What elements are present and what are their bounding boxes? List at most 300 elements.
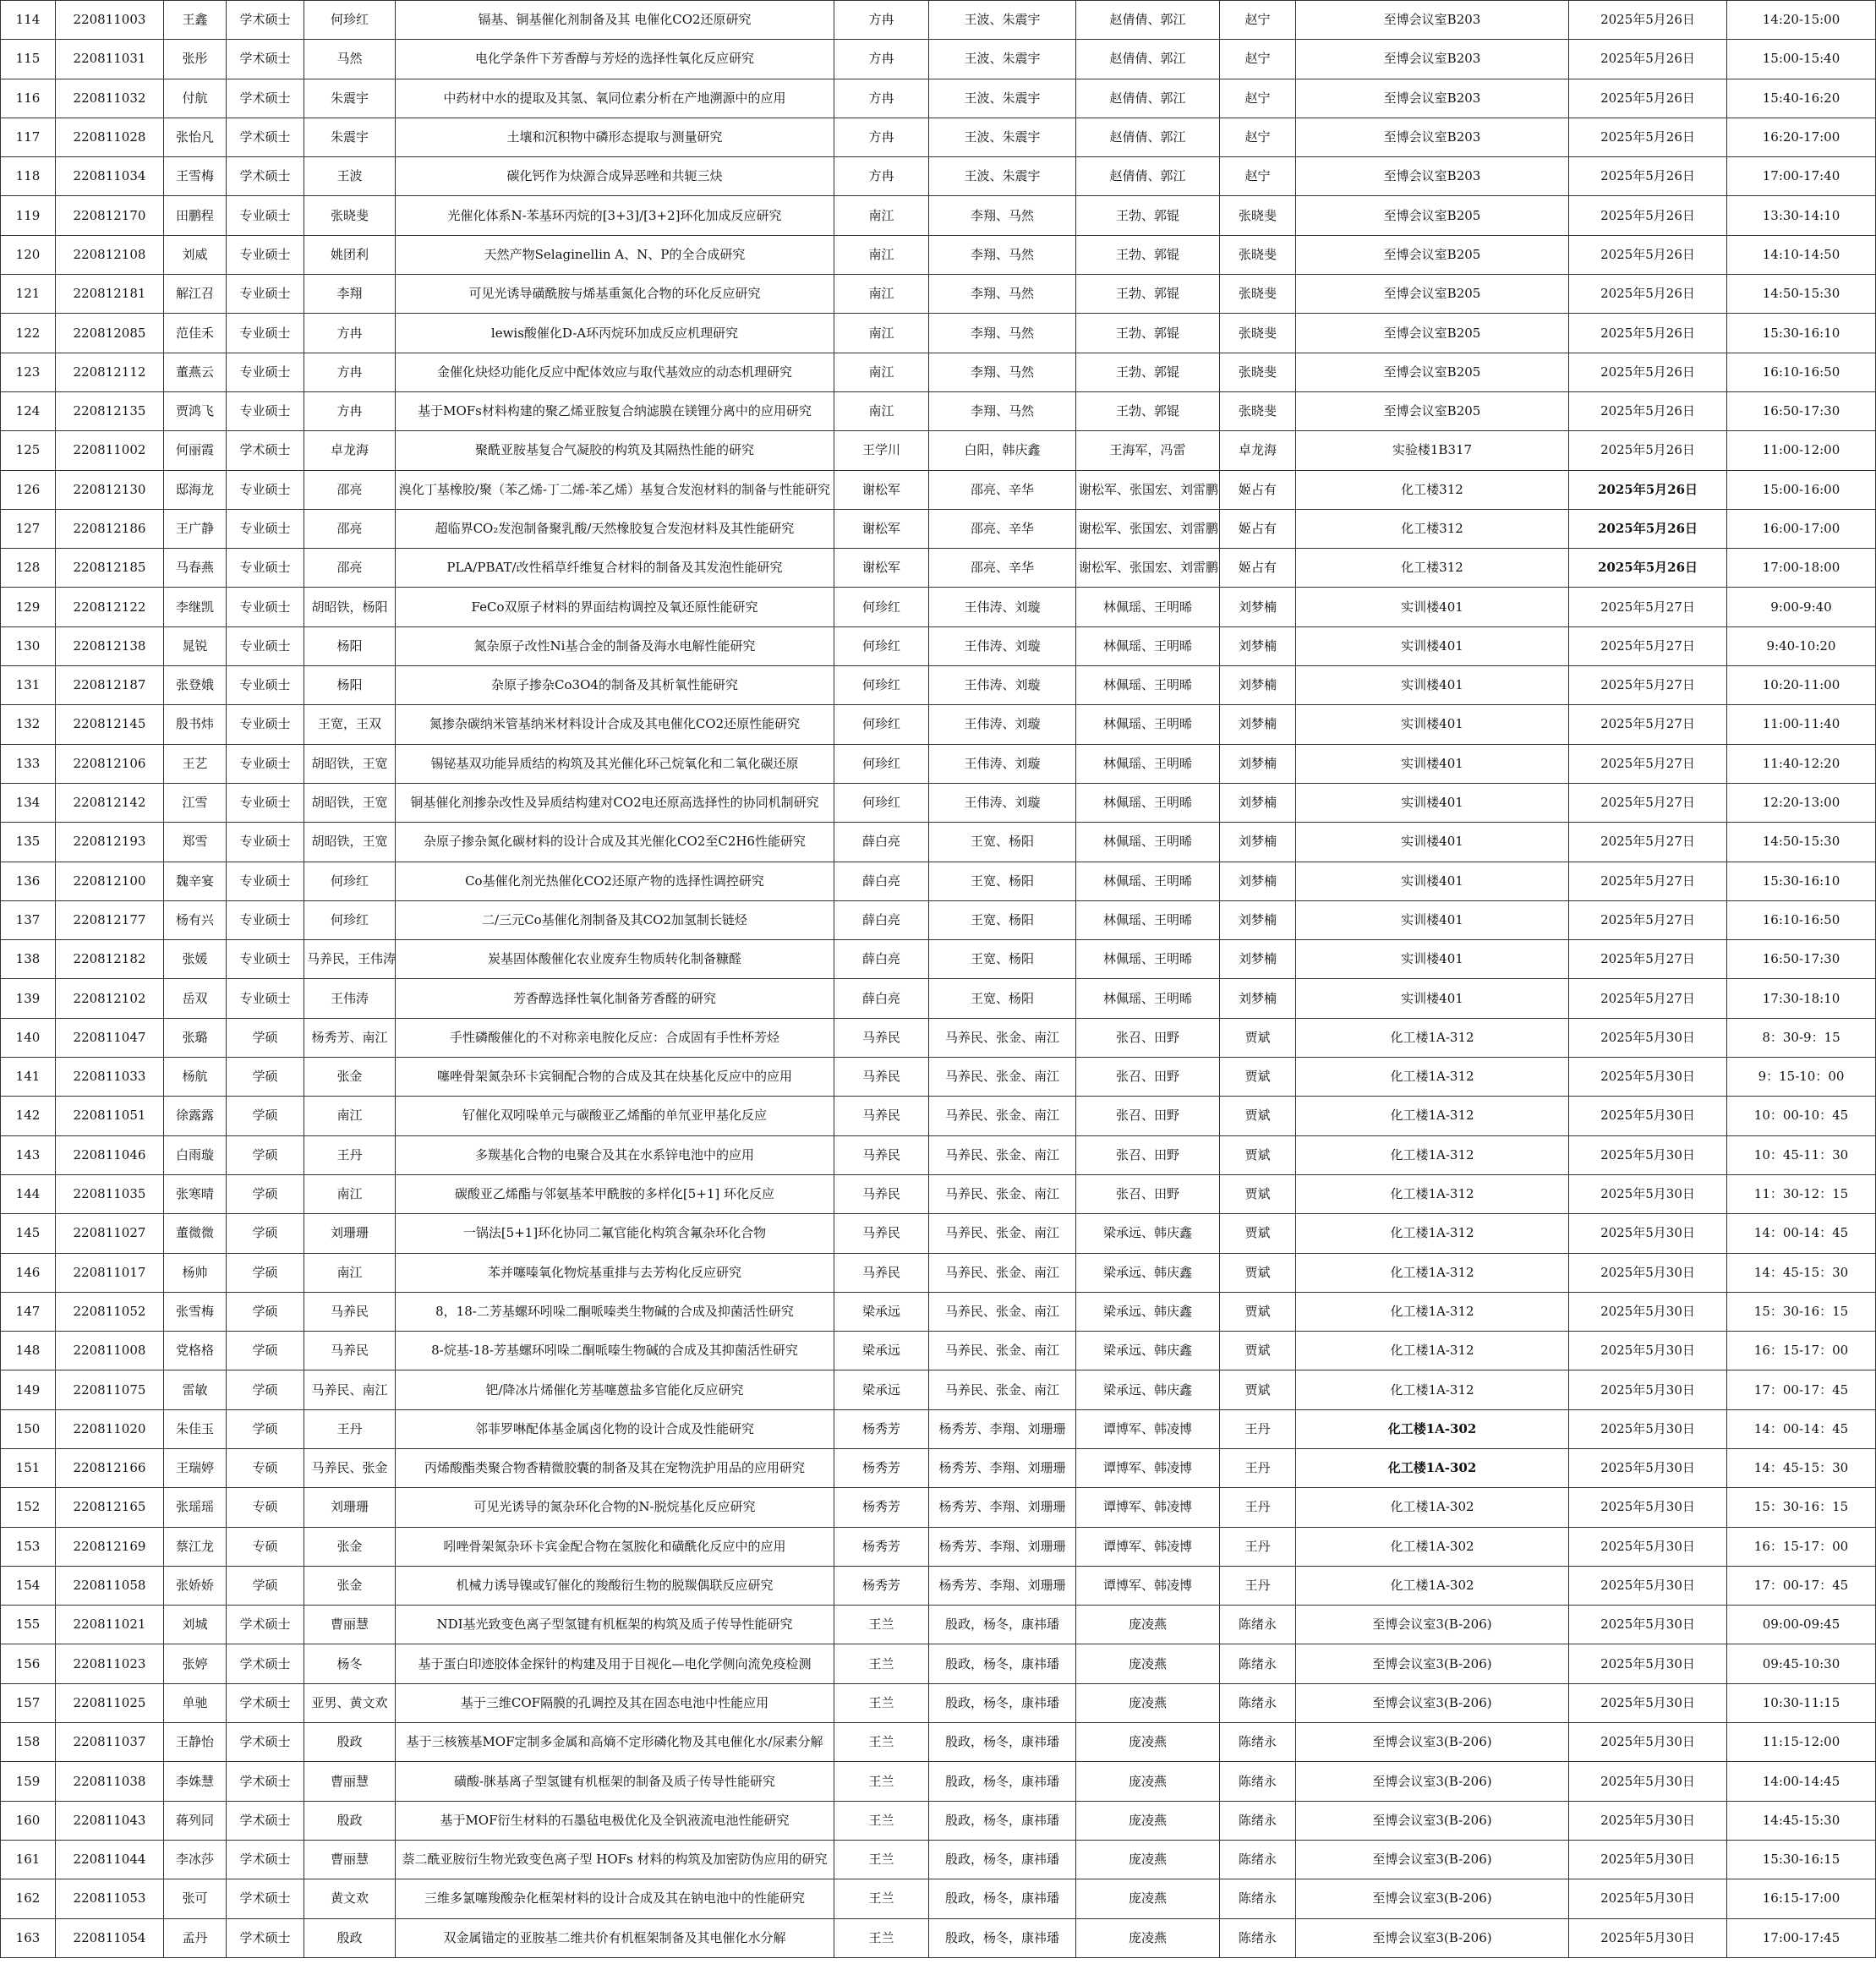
supervisor-cell: 曹丽慧 <box>304 1606 396 1644</box>
time-cell: 15:30-16:10 <box>1727 862 1876 900</box>
student-name-cell: 王鑫 <box>164 1 227 40</box>
time-cell: 17:00-17:45 <box>1727 1918 1876 1957</box>
thesis-title-cell: 吲唑骨架氮杂环卡宾金配合物在氢胺化和磺酰化反应中的应用 <box>396 1527 834 1566</box>
student-id-cell: 220811035 <box>56 1174 164 1213</box>
thesis-title-cell: PLA/PBAT/改性稻草纤维复合材料的制备及其发泡性能研究 <box>396 549 834 588</box>
date-cell: 2025年5月26日 <box>1569 275 1727 314</box>
supervisor-cell: 朱震宇 <box>304 118 396 156</box>
supervisor-cell: 卓龙海 <box>304 431 396 470</box>
committee-experts-cell: 王海军，冯雷 <box>1076 431 1220 470</box>
committee-experts-cell: 王勃、郭锟 <box>1076 314 1220 353</box>
secretary-cell: 卓龙海 <box>1220 431 1296 470</box>
student-id-cell: 220811032 <box>56 79 164 118</box>
seq-cell: 135 <box>1 823 56 862</box>
date-cell: 2025年5月30日 <box>1569 1018 1727 1057</box>
student-name-cell: 蔡江龙 <box>164 1527 227 1566</box>
student-id-cell: 220812193 <box>56 823 164 862</box>
date-cell: 2025年5月30日 <box>1569 1683 1727 1722</box>
seq-cell: 140 <box>1 1018 56 1057</box>
student-name-cell: 王雪梅 <box>164 157 227 196</box>
seq-cell: 130 <box>1 626 56 665</box>
seq-cell: 136 <box>1 862 56 900</box>
thesis-title-cell: 碳酸亚乙烯酯与邻氨基苯甲酰胺的多样化[5+1] 环化反应 <box>396 1174 834 1213</box>
thesis-title-cell: 土壤和沉积物中磷形态提取与测量研究 <box>396 118 834 156</box>
committee-members-cell: 马养民、张金、南江 <box>929 1370 1076 1409</box>
supervisor-cell: 何珍红 <box>304 862 396 900</box>
student-name-cell: 杨航 <box>164 1058 227 1097</box>
supervisor-cell: 方冉 <box>304 391 396 430</box>
degree-type-cell: 专业硕士 <box>227 705 304 744</box>
student-id-cell: 220812106 <box>56 744 164 783</box>
supervisor-cell: 何珍红 <box>304 1 396 40</box>
table-row <box>1 979 1876 1018</box>
venue-cell: 至博会议室B203 <box>1296 79 1569 118</box>
secretary-cell: 贾斌 <box>1220 1214 1296 1253</box>
student-name-cell: 岳双 <box>164 979 227 1018</box>
supervisor-cell: 胡昭铁，王宽 <box>304 783 396 822</box>
student-name-cell: 殷书炜 <box>164 705 227 744</box>
committee-experts-cell: 梁承远、韩庆鑫 <box>1076 1214 1220 1253</box>
thesis-title-cell: 可见光诱导的氮杂环化合物的N-脱烷基化反应研究 <box>396 1488 834 1527</box>
committee-experts-cell: 庞凌燕 <box>1076 1644 1220 1683</box>
committee-members-cell: 马养民、张金、南江 <box>929 1135 1076 1174</box>
time-cell: 17:00-18:00 <box>1727 549 1876 588</box>
committee-members-cell: 杨秀芳、李翔、刘珊珊 <box>929 1488 1076 1527</box>
secretary-cell: 刘梦楠 <box>1220 744 1296 783</box>
seq-cell: 138 <box>1 940 56 979</box>
supervisor-cell: 南江 <box>304 1174 396 1213</box>
table-row <box>1 314 1876 353</box>
committee-members-cell: 殷政，杨冬，康祎璠 <box>929 1683 1076 1722</box>
committee-experts-cell: 庞凌燕 <box>1076 1723 1220 1762</box>
seq-cell: 137 <box>1 900 56 939</box>
time-cell: 14:45-15:30 <box>1727 1801 1876 1840</box>
seq-cell: 148 <box>1 1332 56 1370</box>
table-row <box>1 1879 1876 1918</box>
committee-chair-cell: 马养民 <box>834 1253 929 1292</box>
student-id-cell: 220811003 <box>56 1 164 40</box>
student-name-cell: 张璐 <box>164 1018 227 1057</box>
committee-chair-cell: 梁承远 <box>834 1332 929 1370</box>
venue-cell: 至博会议室3(B-206) <box>1296 1801 1569 1840</box>
committee-members-cell: 马养民、张金、南江 <box>929 1332 1076 1370</box>
date-cell: 2025年5月27日 <box>1569 862 1727 900</box>
committee-experts-cell: 王勃、郭锟 <box>1076 275 1220 314</box>
committee-members-cell: 王伟涛、刘璇 <box>929 783 1076 822</box>
table-row <box>1 1253 1876 1292</box>
committee-experts-cell: 林佩瑶、王明晞 <box>1076 979 1220 1018</box>
degree-type-cell: 专业硕士 <box>227 509 304 548</box>
supervisor-cell: 王伟涛 <box>304 979 396 1018</box>
committee-experts-cell: 林佩瑶、王明晞 <box>1076 626 1220 665</box>
supervisor-cell: 殷政 <box>304 1801 396 1840</box>
committee-chair-cell: 方冉 <box>834 157 929 196</box>
secretary-cell: 王丹 <box>1220 1488 1296 1527</box>
secretary-cell: 王丹 <box>1220 1566 1296 1605</box>
secretary-cell: 陈绪永 <box>1220 1683 1296 1722</box>
time-cell: 10:20-11:00 <box>1727 666 1876 705</box>
venue-cell: 化工楼312 <box>1296 549 1569 588</box>
seq-cell: 126 <box>1 470 56 509</box>
student-name-cell: 董微微 <box>164 1214 227 1253</box>
committee-experts-cell: 庞凌燕 <box>1076 1918 1220 1957</box>
seq-cell: 161 <box>1 1840 56 1879</box>
date-cell: 2025年5月27日 <box>1569 940 1727 979</box>
seq-cell: 132 <box>1 705 56 744</box>
table-row <box>1 509 1876 548</box>
seq-cell: 145 <box>1 1214 56 1253</box>
student-id-cell: 220811058 <box>56 1566 164 1605</box>
date-cell: 2025年5月30日 <box>1569 1214 1727 1253</box>
degree-type-cell: 学术硕士 <box>227 1723 304 1762</box>
time-cell: 17：00-17：45 <box>1727 1566 1876 1605</box>
committee-experts-cell: 林佩瑶、王明晞 <box>1076 666 1220 705</box>
seq-cell: 116 <box>1 79 56 118</box>
time-cell: 16：15-17：00 <box>1727 1527 1876 1566</box>
student-id-cell: 220811031 <box>56 40 164 79</box>
thesis-title-cell: NDI基光致变色离子型氢键有机框架的构筑及质子传导性能研究 <box>396 1606 834 1644</box>
committee-experts-cell: 谭博军、韩凌博 <box>1076 1409 1220 1448</box>
student-id-cell: 220812170 <box>56 196 164 235</box>
degree-type-cell: 专业硕士 <box>227 470 304 509</box>
venue-cell: 化工楼1A-312 <box>1296 1370 1569 1409</box>
supervisor-cell: 胡昭铁，杨阳 <box>304 588 396 626</box>
seq-cell: 160 <box>1 1801 56 1840</box>
time-cell: 15:30-16:10 <box>1727 314 1876 353</box>
thesis-title-cell: 镉基、铜基催化剂制备及其 电催化CO2还原研究 <box>396 1 834 40</box>
venue-cell: 实训楼401 <box>1296 862 1569 900</box>
student-name-cell: 单驰 <box>164 1683 227 1722</box>
committee-chair-cell: 薛白亮 <box>834 823 929 862</box>
committee-chair-cell: 梁承远 <box>834 1370 929 1409</box>
committee-experts-cell: 谭博军、韩凌博 <box>1076 1527 1220 1566</box>
thesis-title-cell: 聚酰亚胺基复合气凝胶的构筑及其隔热性能的研究 <box>396 431 834 470</box>
student-name-cell: 刘威 <box>164 235 227 274</box>
degree-type-cell: 专业硕士 <box>227 940 304 979</box>
secretary-cell: 陈绪永 <box>1220 1840 1296 1879</box>
degree-type-cell: 专业硕士 <box>227 979 304 1018</box>
committee-chair-cell: 马养民 <box>834 1214 929 1253</box>
student-name-cell: 徐露露 <box>164 1097 227 1135</box>
date-cell: 2025年5月26日 <box>1569 79 1727 118</box>
time-cell: 14：00-14：45 <box>1727 1409 1876 1448</box>
committee-chair-cell: 谢松军 <box>834 509 929 548</box>
supervisor-cell: 王波 <box>304 157 396 196</box>
degree-type-cell: 专业硕士 <box>227 196 304 235</box>
supervisor-cell: 王丹 <box>304 1409 396 1448</box>
seq-cell: 151 <box>1 1448 56 1487</box>
secretary-cell: 陈绪永 <box>1220 1918 1296 1957</box>
seq-cell: 121 <box>1 275 56 314</box>
degree-type-cell: 学硕 <box>227 1253 304 1292</box>
student-name-cell: 杨帅 <box>164 1253 227 1292</box>
date-cell: 2025年5月26日 <box>1569 470 1727 509</box>
committee-members-cell: 殷政，杨冬，康祎璠 <box>929 1801 1076 1840</box>
committee-experts-cell: 庞凌燕 <box>1076 1683 1220 1722</box>
student-id-cell: 220811054 <box>56 1918 164 1957</box>
seq-cell: 114 <box>1 1 56 40</box>
time-cell: 15：30-16：15 <box>1727 1292 1876 1331</box>
student-id-cell: 220812112 <box>56 353 164 391</box>
time-cell: 10：45-11：30 <box>1727 1135 1876 1174</box>
secretary-cell: 张晓斐 <box>1220 314 1296 353</box>
date-cell: 2025年5月30日 <box>1569 1488 1727 1527</box>
committee-chair-cell: 王兰 <box>834 1683 929 1722</box>
degree-type-cell: 专业硕士 <box>227 823 304 862</box>
venue-cell: 至博会议室3(B-206) <box>1296 1879 1569 1918</box>
committee-chair-cell: 方冉 <box>834 40 929 79</box>
student-id-cell: 220811043 <box>56 1801 164 1840</box>
supervisor-cell: 曹丽慧 <box>304 1762 396 1801</box>
date-cell: 2025年5月30日 <box>1569 1292 1727 1331</box>
time-cell: 15:40-16:20 <box>1727 79 1876 118</box>
secretary-cell: 陈绪永 <box>1220 1723 1296 1762</box>
seq-cell: 162 <box>1 1879 56 1918</box>
thesis-title-cell: 二/三元Co基催化剂制备及其CO2加氢制长链烃 <box>396 900 834 939</box>
committee-experts-cell: 张召、田野 <box>1076 1174 1220 1213</box>
committee-chair-cell: 方冉 <box>834 79 929 118</box>
table-row <box>1 1292 1876 1331</box>
committee-chair-cell: 南江 <box>834 235 929 274</box>
date-cell: 2025年5月27日 <box>1569 783 1727 822</box>
date-cell: 2025年5月27日 <box>1569 744 1727 783</box>
table-row <box>1 1332 1876 1370</box>
degree-type-cell: 学硕 <box>227 1566 304 1605</box>
committee-chair-cell: 杨秀芳 <box>834 1566 929 1605</box>
student-id-cell: 220812181 <box>56 275 164 314</box>
supervisor-cell: 李翔 <box>304 275 396 314</box>
degree-type-cell: 学术硕士 <box>227 1644 304 1683</box>
student-id-cell: 220812169 <box>56 1527 164 1566</box>
venue-cell: 化工楼1A-312 <box>1296 1253 1569 1292</box>
student-name-cell: 李冰莎 <box>164 1840 227 1879</box>
student-name-cell: 董燕云 <box>164 353 227 391</box>
secretary-cell: 赵宁 <box>1220 40 1296 79</box>
time-cell: 14:50-15:30 <box>1727 823 1876 862</box>
table-row <box>1 1018 1876 1057</box>
student-id-cell: 220812166 <box>56 1448 164 1487</box>
degree-type-cell: 专硕 <box>227 1527 304 1566</box>
secretary-cell: 赵宁 <box>1220 79 1296 118</box>
venue-cell: 至博会议室3(B-206) <box>1296 1840 1569 1879</box>
time-cell: 9：15-10：00 <box>1727 1058 1876 1097</box>
table-row <box>1 705 1876 744</box>
thesis-title-cell: 溴化丁基橡胶/聚（苯乙烯-丁二烯-苯乙烯）基复合发泡材料的制备与性能研究 <box>396 470 834 509</box>
committee-chair-cell: 南江 <box>834 391 929 430</box>
date-cell: 2025年5月27日 <box>1569 900 1727 939</box>
degree-type-cell: 专业硕士 <box>227 391 304 430</box>
table-row <box>1 744 1876 783</box>
table-body <box>1 1 1876 1958</box>
secretary-cell: 贾斌 <box>1220 1097 1296 1135</box>
degree-type-cell: 学硕 <box>227 1174 304 1213</box>
committee-experts-cell: 赵倩倩、郭江 <box>1076 40 1220 79</box>
student-name-cell: 张娇娇 <box>164 1566 227 1605</box>
venue-cell: 至博会议室B205 <box>1296 235 1569 274</box>
thesis-title-cell: 氮掺杂碳纳米管基纳米材料设计合成及其电催化CO2还原性能研究 <box>396 705 834 744</box>
time-cell: 16:50-17:30 <box>1727 391 1876 430</box>
degree-type-cell: 学硕 <box>227 1097 304 1135</box>
committee-experts-cell: 王勃、郭锟 <box>1076 196 1220 235</box>
venue-cell: 至博会议室3(B-206) <box>1296 1683 1569 1722</box>
committee-chair-cell: 马养民 <box>834 1135 929 1174</box>
student-name-cell: 张登娥 <box>164 666 227 705</box>
table-row <box>1 391 1876 430</box>
student-id-cell: 220812102 <box>56 979 164 1018</box>
thesis-title-cell: 炭基固体酸催化农业废弃生物质转化制备糠醛 <box>396 940 834 979</box>
thesis-title-cell: 基于三核簇基MOF定制多金属和高熵不定形磷化物及其电催化水/尿素分解 <box>396 1723 834 1762</box>
committee-members-cell: 王伟涛、刘璇 <box>929 626 1076 665</box>
committee-members-cell: 白阳，韩庆鑫 <box>929 431 1076 470</box>
student-id-cell: 220812145 <box>56 705 164 744</box>
thesis-title-cell: 天然产物Selaginellin A、N、P的全合成研究 <box>396 235 834 274</box>
committee-members-cell: 殷政，杨冬，康祎璠 <box>929 1723 1076 1762</box>
committee-chair-cell: 南江 <box>834 314 929 353</box>
seq-cell: 122 <box>1 314 56 353</box>
degree-type-cell: 专业硕士 <box>227 588 304 626</box>
committee-members-cell: 王波、朱震宇 <box>929 79 1076 118</box>
student-name-cell: 刘城 <box>164 1606 227 1644</box>
venue-cell: 化工楼1A-302 <box>1296 1527 1569 1566</box>
date-cell: 2025年5月30日 <box>1569 1566 1727 1605</box>
seq-cell: 154 <box>1 1566 56 1605</box>
date-cell: 2025年5月26日 <box>1569 1 1727 40</box>
committee-experts-cell: 林佩瑶、王明晞 <box>1076 744 1220 783</box>
degree-type-cell: 学术硕士 <box>227 1918 304 1957</box>
committee-members-cell: 马养民、张金、南江 <box>929 1097 1076 1135</box>
venue-cell: 至博会议室B203 <box>1296 40 1569 79</box>
degree-type-cell: 学术硕士 <box>227 79 304 118</box>
degree-type-cell: 专硕 <box>227 1488 304 1527</box>
thesis-title-cell: 基于MOFs材料构建的聚乙烯亚胺复合纳滤膜在镁锂分离中的应用研究 <box>396 391 834 430</box>
student-id-cell: 220811033 <box>56 1058 164 1097</box>
time-cell: 14:00-14:45 <box>1727 1762 1876 1801</box>
student-name-cell: 王艺 <box>164 744 227 783</box>
thesis-title-cell: 超临界CO₂发泡制备聚乳酸/天然橡胶复合发泡材料及其性能研究 <box>396 509 834 548</box>
venue-cell: 化工楼1A-312 <box>1296 1214 1569 1253</box>
degree-type-cell: 专业硕士 <box>227 744 304 783</box>
time-cell: 17:00-17:40 <box>1727 157 1876 196</box>
seq-cell: 133 <box>1 744 56 783</box>
degree-type-cell: 专业硕士 <box>227 783 304 822</box>
degree-type-cell: 学术硕士 <box>227 1879 304 1918</box>
supervisor-cell: 刘珊珊 <box>304 1488 396 1527</box>
supervisor-cell: 张金 <box>304 1527 396 1566</box>
student-name-cell: 田鹏程 <box>164 196 227 235</box>
time-cell: 12:20-13:00 <box>1727 783 1876 822</box>
supervisor-cell: 朱震宇 <box>304 79 396 118</box>
supervisor-cell: 杨阳 <box>304 666 396 705</box>
committee-chair-cell: 杨秀芳 <box>834 1488 929 1527</box>
committee-members-cell: 杨秀芳、李翔、刘珊珊 <box>929 1448 1076 1487</box>
committee-chair-cell: 薛白亮 <box>834 940 929 979</box>
time-cell: 16:10-16:50 <box>1727 353 1876 391</box>
time-cell: 9:00-9:40 <box>1727 588 1876 626</box>
seq-cell: 128 <box>1 549 56 588</box>
secretary-cell: 陈绪永 <box>1220 1762 1296 1801</box>
seq-cell: 120 <box>1 235 56 274</box>
table-row <box>1 1370 1876 1409</box>
student-id-cell: 220811025 <box>56 1683 164 1722</box>
committee-chair-cell: 方冉 <box>834 118 929 156</box>
committee-experts-cell: 梁承远、韩庆鑫 <box>1076 1253 1220 1292</box>
table-row <box>1 1488 1876 1527</box>
table-row <box>1 588 1876 626</box>
degree-type-cell: 学术硕士 <box>227 40 304 79</box>
student-id-cell: 220811038 <box>56 1762 164 1801</box>
degree-type-cell: 学术硕士 <box>227 1 304 40</box>
secretary-cell: 贾斌 <box>1220 1332 1296 1370</box>
venue-cell: 化工楼1A-312 <box>1296 1332 1569 1370</box>
table-row <box>1 79 1876 118</box>
committee-members-cell: 殷政，杨冬，康祎璠 <box>929 1644 1076 1683</box>
committee-members-cell: 王宽、杨阳 <box>929 940 1076 979</box>
supervisor-cell: 曹丽慧 <box>304 1840 396 1879</box>
student-id-cell: 220812138 <box>56 626 164 665</box>
table-row <box>1 470 1876 509</box>
student-name-cell: 李继凯 <box>164 588 227 626</box>
committee-members-cell: 王宽、杨阳 <box>929 979 1076 1018</box>
student-name-cell: 张寒晴 <box>164 1174 227 1213</box>
date-cell: 2025年5月26日 <box>1569 431 1727 470</box>
committee-members-cell: 李翔、马然 <box>929 275 1076 314</box>
committee-experts-cell: 张召、田野 <box>1076 1135 1220 1174</box>
date-cell: 2025年5月26日 <box>1569 157 1727 196</box>
time-cell: 15：30-16：15 <box>1727 1488 1876 1527</box>
committee-chair-cell: 何珍红 <box>834 666 929 705</box>
venue-cell: 化工楼1A-302 <box>1296 1409 1569 1448</box>
committee-chair-cell: 南江 <box>834 196 929 235</box>
time-cell: 11:40-12:20 <box>1727 744 1876 783</box>
student-id-cell: 220812187 <box>56 666 164 705</box>
table-row <box>1 626 1876 665</box>
student-id-cell: 220811028 <box>56 118 164 156</box>
degree-type-cell: 专业硕士 <box>227 626 304 665</box>
thesis-title-cell: 碳化钙作为炔源合成异恶唑和共轭三炔 <box>396 157 834 196</box>
time-cell: 9:40-10:20 <box>1727 626 1876 665</box>
committee-members-cell: 邵亮、辛华 <box>929 549 1076 588</box>
venue-cell: 化工楼1A-312 <box>1296 1292 1569 1331</box>
supervisor-cell: 黄文欢 <box>304 1879 396 1918</box>
degree-type-cell: 学术硕士 <box>227 118 304 156</box>
table-row <box>1 1409 1876 1448</box>
student-name-cell: 蒋列同 <box>164 1801 227 1840</box>
thesis-title-cell: 磺酸-脒基离子型氢键有机框架的制备及质子传导性能研究 <box>396 1762 834 1801</box>
thesis-title-cell: 三维多氯噻羧酸杂化框架材料的设计合成及其在钠电池中的性能研究 <box>396 1879 834 1918</box>
supervisor-cell: 亚男、黄文欢 <box>304 1683 396 1722</box>
committee-chair-cell: 王兰 <box>834 1644 929 1683</box>
committee-experts-cell: 赵倩倩、郭江 <box>1076 157 1220 196</box>
secretary-cell: 姬占有 <box>1220 549 1296 588</box>
venue-cell: 实验楼1B317 <box>1296 431 1569 470</box>
committee-experts-cell: 谭博军、韩凌博 <box>1076 1448 1220 1487</box>
time-cell: 14：00-14：45 <box>1727 1214 1876 1253</box>
degree-type-cell: 学硕 <box>227 1058 304 1097</box>
student-name-cell: 张雪梅 <box>164 1292 227 1331</box>
seq-cell: 142 <box>1 1097 56 1135</box>
thesis-title-cell: 机械力诱导镍或钌催化的羧酸衍生物的脱羰偶联反应研究 <box>396 1566 834 1605</box>
student-name-cell: 李姝慧 <box>164 1762 227 1801</box>
time-cell: 15:00-15:40 <box>1727 40 1876 79</box>
venue-cell: 实训楼401 <box>1296 626 1569 665</box>
date-cell: 2025年5月30日 <box>1569 1370 1727 1409</box>
committee-members-cell: 王波、朱震宇 <box>929 1 1076 40</box>
committee-chair-cell: 马养民 <box>834 1018 929 1057</box>
table-row <box>1 900 1876 939</box>
thesis-title-cell: 光催化体系N-苯基环丙烷的[3+3]/[3+2]环化加成反应研究 <box>396 196 834 235</box>
time-cell: 14:50-15:30 <box>1727 275 1876 314</box>
date-cell: 2025年5月30日 <box>1569 1097 1727 1135</box>
